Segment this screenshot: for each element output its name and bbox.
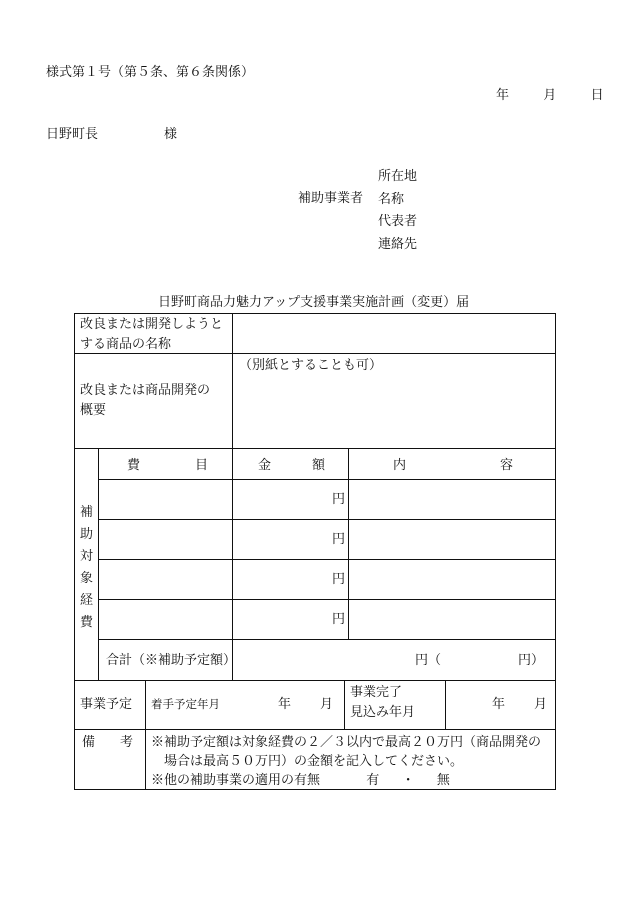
remarks-choice-separator: ・ <box>401 773 415 788</box>
date-day: 日 <box>590 88 604 103</box>
expense-content-input-2[interactable] <box>349 520 555 559</box>
col-header-amount-2: 額 <box>312 458 326 473</box>
product-name-input[interactable] <box>233 314 555 353</box>
expense-amount-input-3[interactable] <box>233 560 348 599</box>
remarks-label-1: 備 <box>82 735 96 750</box>
overview-label: 改良または商品開発の 概要 <box>80 383 211 419</box>
date-month: 月 <box>543 88 557 103</box>
completion-date-input[interactable] <box>446 681 555 729</box>
remarks-line-1: ※補助予定額は対象経費の２／３以内で最高２０万円（商品開発の <box>151 735 542 750</box>
remarks-choice-yes[interactable]: 有 <box>366 773 380 788</box>
expense-item-input-4[interactable] <box>99 600 232 639</box>
expense-side-label: 補 助 対 象 経 費 <box>79 505 93 630</box>
overview-input[interactable] <box>233 354 555 448</box>
total-amount-input[interactable] <box>233 640 555 680</box>
col-header-item-2: 目 <box>195 458 209 473</box>
expense-item-input-3[interactable] <box>99 560 232 599</box>
remarks-line-2: 場合は最高５０万円）の金額を記入してください。 <box>164 754 464 769</box>
total-yen-open: 円（ <box>415 653 442 668</box>
remarks-label-2: 考 <box>120 735 134 750</box>
addressee-honorific: 様 <box>164 127 178 142</box>
yen-unit: 円 <box>332 492 346 507</box>
expense-item-input-2[interactable] <box>99 520 232 559</box>
remarks-choice-no[interactable]: 無 <box>436 773 450 788</box>
field-name-label: 名称 <box>378 191 405 207</box>
field-contact-label: 連絡先 <box>378 236 418 252</box>
remarks-text <box>151 733 541 790</box>
total-yen-close: 円） <box>518 653 545 668</box>
expense-content-input-1[interactable] <box>349 480 555 519</box>
completion-month-unit: 月 <box>534 697 548 712</box>
col-header-content-2: 容 <box>500 458 514 473</box>
start-year-unit: 年 <box>278 697 292 712</box>
document-title: 日野町商品力魅力アップ支援事業実施計画（変更）届 <box>158 295 470 310</box>
yen-unit: 円 <box>332 532 346 547</box>
yen-unit: 円 <box>332 572 346 587</box>
col-header-item-1: 費 <box>127 458 141 473</box>
completion-year-unit: 年 <box>492 697 506 712</box>
start-label: 着手予定年月 <box>151 697 220 711</box>
product-name-label: 改良または開発しようと する商品の名称 <box>80 317 224 353</box>
start-date-input[interactable] <box>232 681 344 729</box>
col-header-content-1: 内 <box>393 458 407 473</box>
form-number: 様式第１号（第５条、第６条関係） <box>46 65 255 80</box>
expense-amount-input-4[interactable] <box>233 600 348 639</box>
field-address-label: 所在地 <box>378 169 418 184</box>
date-year: 年 <box>496 88 510 103</box>
field-representative-label: 代表者 <box>378 214 418 229</box>
total-label: 合計（※補助予定額） <box>106 653 237 668</box>
col-header-amount-1: 金 <box>258 458 272 473</box>
schedule-label: 事業予定 <box>80 697 133 712</box>
expense-item-input-1[interactable] <box>99 480 232 519</box>
yen-unit: 円 <box>332 612 346 627</box>
expense-amount-input-1[interactable] <box>233 480 348 519</box>
expense-content-input-3[interactable] <box>349 560 555 599</box>
expense-content-input-4[interactable] <box>349 600 555 639</box>
expense-amount-input-2[interactable] <box>233 520 348 559</box>
start-month-unit: 月 <box>320 697 334 712</box>
overview-note: （別紙とすることも可） <box>239 358 383 373</box>
applicant-role-label: 補助事業者 <box>298 191 364 206</box>
remarks-line-3: ※他の補助事業の適用の有無 有 ・ 無 <box>151 773 450 788</box>
addressee-name: 日野町長 <box>46 127 99 142</box>
completion-label: 事業完了 見込み年月 <box>350 685 416 721</box>
